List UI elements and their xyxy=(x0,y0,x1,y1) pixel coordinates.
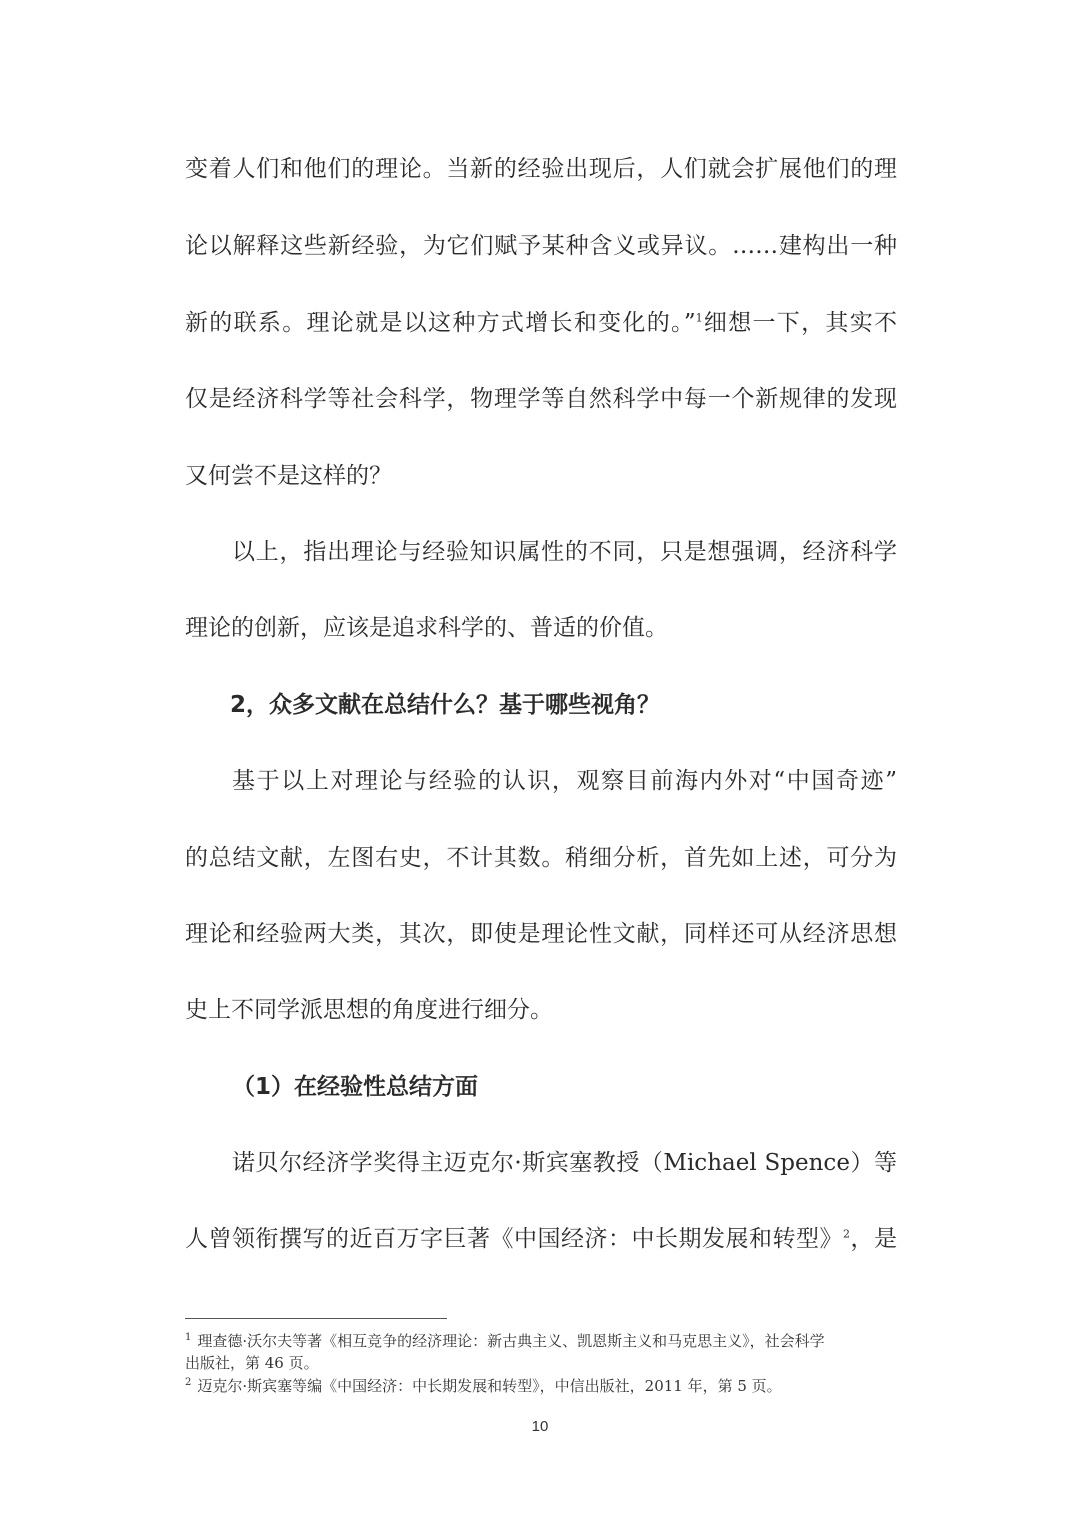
body-line xyxy=(185,308,897,338)
footnote-mark: 1 xyxy=(185,1332,192,1343)
footnote-ref-1[interactable]: 1 xyxy=(695,311,703,325)
body-line: 诺贝尔经济学奖得主迈克尔·斯宾塞教授（Michael Spence）等 xyxy=(232,1150,897,1176)
body-line: 理论的创新，应该是追求科学的、普适的价值。 xyxy=(185,615,668,641)
body-line: 的总结文献，左图右史，不计其数。稍细分析，首先如上述，可分为 xyxy=(185,845,897,871)
body-line: 仅是经济科学等社会科学，物理学等自然科学中每一个新规律的发现 xyxy=(185,386,897,412)
body-text: 人曾领衔撰写的近百万字巨著《中国经济：中长期发展和转型》 xyxy=(185,1226,843,1252)
body-text: ，是 xyxy=(850,1226,897,1252)
body-line: 论以解释这些新经验，为它们赋予某种含义或异议。……建构出一种 xyxy=(185,233,897,259)
footnote-text: 理查德·沃尔夫等著《相互竞争的经济理论：新古典主义、凯恩斯主义和马克思主义》，社会科学 xyxy=(197,1332,825,1350)
body-line xyxy=(185,1224,897,1254)
subsection-heading: （1）在经验性总结方面 xyxy=(232,1074,479,1100)
body-line: 变着人们和他们的理论。当新的经验出现后，人们就会扩展他们的理 xyxy=(185,156,897,182)
footnote-separator xyxy=(185,1318,447,1319)
footnote-1-continued: 出版社，第 46 页。 xyxy=(185,1354,319,1372)
footnote-1 xyxy=(185,1331,897,1352)
footnote-ref-2[interactable]: 2 xyxy=(843,1227,850,1241)
footnote-text: 迈克尔·斯宾塞等编《中国经济：中长期发展和转型》，中信出版社，2011 年，第 5 页。 xyxy=(197,1377,782,1395)
body-line: 基于以上对理论与经验的认识，观察目前海内外对“中国奇迹” xyxy=(232,768,897,794)
body-line: 又何尝不是这样的？ xyxy=(185,463,392,489)
body-line: 理论和经验两大类，其次，即使是理论性文献，同样还可从经济思想 xyxy=(185,921,897,947)
body-text: 新的联系。理论就是以这种方式增长和变化的。” xyxy=(185,310,696,336)
body-line: 以上，指出理论与经验知识属性的不同，只是想强调，经济科学 xyxy=(232,539,897,565)
body-text: 细想一下，其实不 xyxy=(702,310,898,336)
section-heading: 2，众多文献在总结什么？基于哪些视角？ xyxy=(230,692,661,718)
body-line: 史上不同学派思想的角度进行细分。 xyxy=(185,997,553,1023)
footnote-mark: 2 xyxy=(185,1377,192,1388)
page-number: 10 xyxy=(531,1418,549,1435)
footnote-2 xyxy=(185,1376,897,1397)
